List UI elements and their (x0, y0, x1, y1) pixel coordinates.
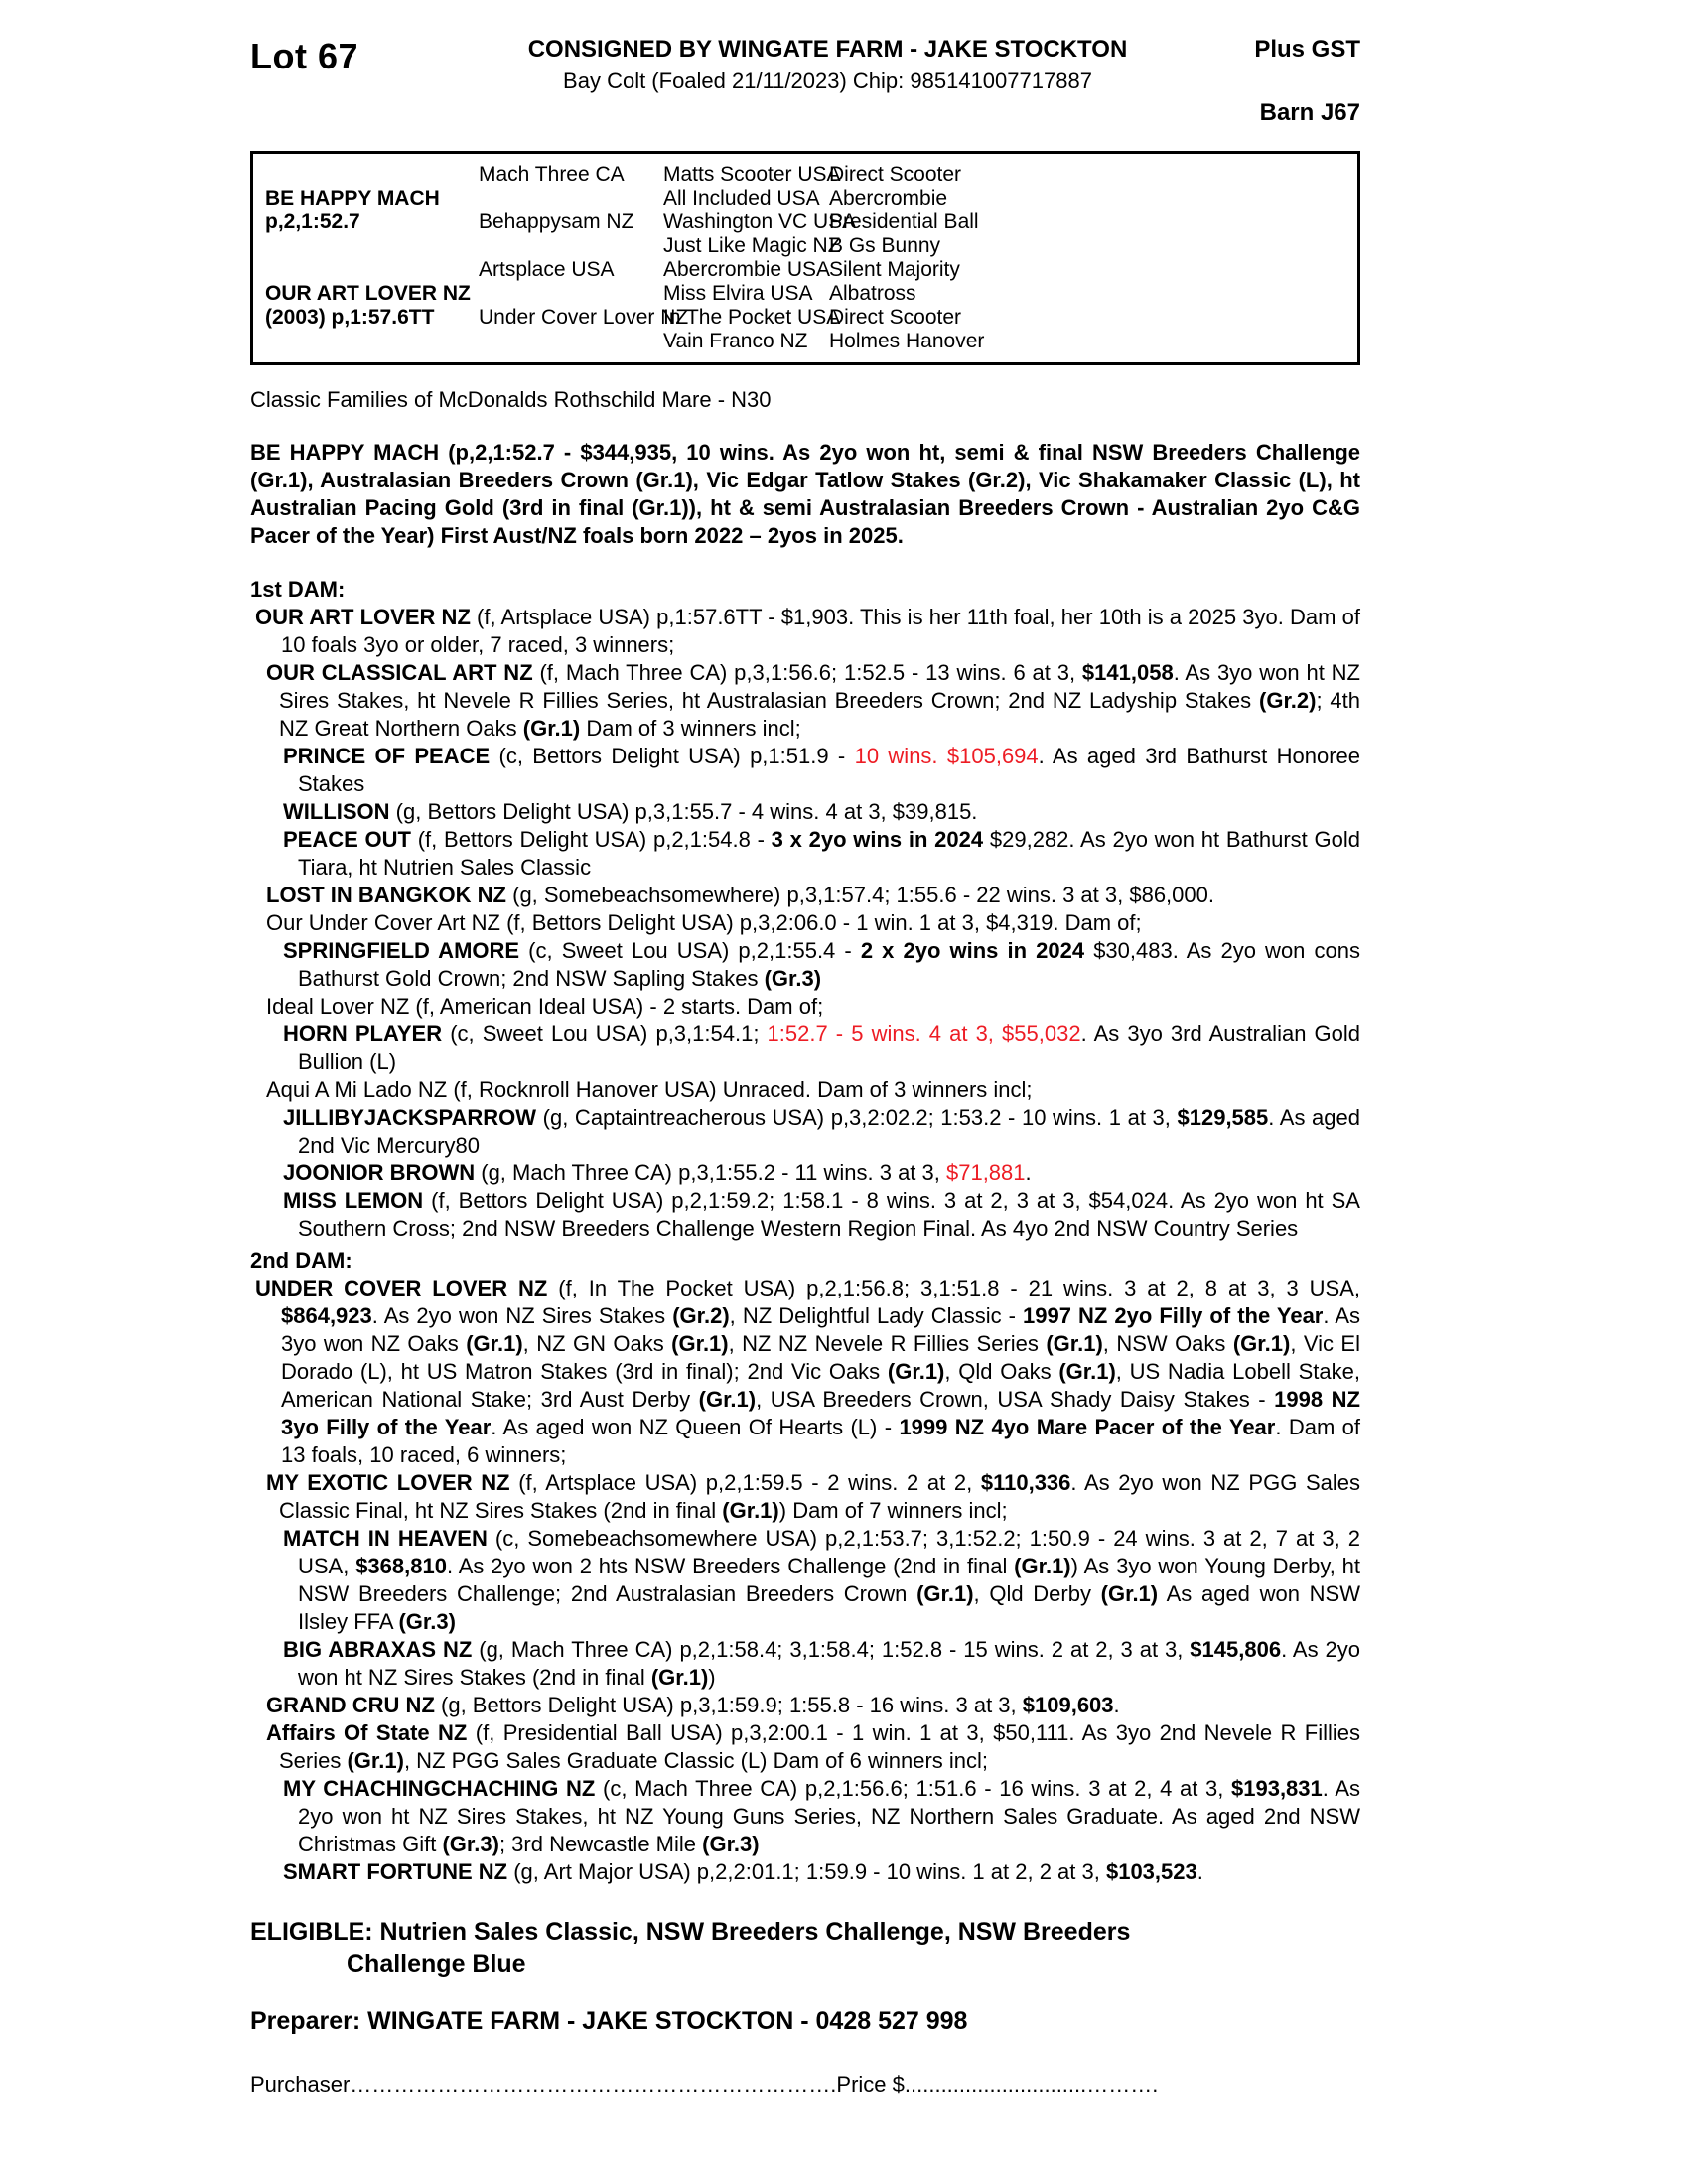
text-segment: ; 4th NZ Great Northern Oaks (279, 688, 1361, 741)
text-segment: BE HAPPY MACH (p,2,1:52.7 - $344,935, 10 wins. As 2yo won ht, semi & final NSW Breeders Challenge (Gr.1), Australasian Breeders Crown (Gr.1), Vic Edgar Tatlow Stakes (Gr.2), Vic Shakamaker Classic (L), ht Australian Pacing Gold (3rd in final (Gr.1)), ht & semi Australasian Breeders Crown - Australian 2yo C&G Pacer of the Year) First Aust/NZ foals born 2022 – 2yos in 2025. (250, 440, 1360, 548)
pedigree-gen3-cell: All Included USA (663, 187, 820, 209)
pedigree-gen3-cell: In The Pocket USA (663, 306, 841, 329)
text-segment: . As 2yo won NZ PGG Sales Classic Final, ht NZ Sires Stakes (2nd in final (279, 1470, 1360, 1523)
pedigree-entry (250, 1160, 1360, 1187)
pedigree-gen4-cell: Silent Majority (829, 258, 960, 281)
text-segment: (f, Bettors Delight USA) p,2,1:59.2; 1:58.1 - 8 wins. 3 at 2, 3 at 3, $54,024. As 2yo won ht SA Southern Cross; 2nd NSW Breeders Challenge Western Region Final. As 4yo 2nd NSW Country Series (298, 1188, 1360, 1241)
pedigree-entry (250, 1775, 1360, 1858)
pedigree-entry (250, 1076, 1360, 1104)
pedigree-gen4-cell: Albatross (829, 282, 916, 305)
pedigree-entry (250, 1275, 1360, 1469)
lot-number: Lot 67 (250, 36, 359, 76)
pedigree-gen4-cell: Direct Scooter (829, 306, 962, 329)
pedigree-entry (250, 1525, 1360, 1636)
text-segment: (Gr.1) (916, 1581, 974, 1606)
text-segment: PEACE OUT (283, 827, 411, 852)
pedigree-table (250, 151, 1360, 365)
text-segment: (c, Somebeachsomewhere USA) p,2,1:53.7; 3,1:52.2; 1:50.9 - 24 wins. 3 at 2, 7 at 3, 2 USA, (298, 1526, 1360, 1578)
catalog-page (250, 36, 1360, 2098)
pedigree-entry (250, 993, 1360, 1021)
text-segment: $71,881 (945, 1160, 1026, 1185)
text-segment: (Gr.2) (672, 1303, 730, 1328)
pedigree-gen3-cell: Vain Franco NZ (663, 330, 808, 352)
pedigree-entry (250, 1719, 1360, 1775)
text-segment: (f, In The Pocket USA) p,2,1:56.8; 3,1:51.8 - 21 wins. 3 at 2, 8 at 3, 3 USA, (547, 1276, 1360, 1300)
text-segment: (c, Bettors Delight USA) p,1:51.9 - (490, 744, 855, 768)
pedigree-gen4-cell: B Gs Bunny (829, 234, 941, 257)
pedigree-gen2-cell: Artsplace USA (479, 258, 615, 281)
text-segment: , NZ PGG Sales Graduate Classic (L) Dam of 6 winners incl; (403, 1748, 989, 1773)
purchaser-leader-dots: …………………………………………………………. (350, 2072, 837, 2097)
text-segment: MY EXOTIC LOVER NZ (266, 1470, 510, 1495)
text-segment: HORN PLAYER (283, 1022, 443, 1046)
text-segment: (Gr.1) (1014, 1554, 1071, 1578)
pedigree-entry (250, 1104, 1360, 1160)
pedigree-gen4-cell: Abercrombie (829, 187, 948, 209)
text-segment: (Gr.3) (764, 966, 822, 991)
pedigree-entry (250, 1858, 1360, 1886)
text-segment: OUR ART LOVER NZ (255, 605, 471, 629)
text-segment: MATCH IN HEAVEN (283, 1526, 488, 1551)
text-segment: (g, Mach Three CA) p,2,1:58.4; 3,1:58.4; 1:52.8 - 15 wins. 2 at 2, 3 at 3, (472, 1637, 1191, 1662)
pedigree-entry (250, 604, 1360, 659)
text-segment: (g, Art Major USA) p,2,2:01.1; 1:59.9 - 10 wins. 1 at 2, 2 at 3, (507, 1859, 1106, 1884)
text-segment: (f, Artsplace USA) p,2,1:59.5 - 2 wins. 2 at 2, (509, 1470, 981, 1495)
eligibility-line-2: Challenge Blue (347, 1950, 526, 1978)
text-segment: (Gr.1) (722, 1498, 779, 1523)
text-segment: , Qld Derby (973, 1581, 1101, 1606)
page-header (250, 36, 1360, 127)
text-segment: (Gr.1) (347, 1748, 404, 1773)
text-segment: Ideal Lover NZ (f, American Ideal USA) - 2 starts. Dam of; (266, 994, 824, 1019)
text-segment: $145,806 (1190, 1637, 1282, 1662)
text-segment: JOONIOR BROWN (283, 1160, 476, 1185)
dam-record: (2003) p,1:57.6TT (265, 306, 435, 329)
pedigree-entry (250, 1187, 1360, 1243)
pedigree-gen4-cell: Direct Scooter (829, 163, 962, 186)
text-segment: $193,831 (1231, 1776, 1323, 1801)
text-segment: . As 2yo won ht NZ Sires Stakes (2nd in final (298, 1637, 1360, 1690)
text-segment: OUR CLASSICAL ART NZ (266, 660, 533, 685)
text-segment: Dam of 3 winners incl; (580, 716, 801, 741)
text-segment: $103,523 (1105, 1859, 1197, 1884)
pedigree-gen2-cell: Behappysam NZ (479, 210, 634, 233)
text-segment: . As 2yo won ht NZ Sires Stakes, ht NZ Young Guns Series, NZ Northern Sales Graduate. As aged 2nd NSW Christmas Gift (298, 1776, 1360, 1856)
text-segment: (f, Mach Three CA) p,3,1:56.6; 1:52.5 - 13 wins. 6 at 3, (532, 660, 1082, 685)
text-segment: . As 3yo won NZ Oaks (281, 1303, 1360, 1356)
text-segment: (Gr.1) (466, 1331, 523, 1356)
text-segment: , NZ GN Oaks (522, 1331, 672, 1356)
text-segment: BIG ABRAXAS NZ (283, 1637, 473, 1662)
text-segment: (f, Bettors Delight USA) p,2,1:54.8 - (410, 827, 772, 852)
text-segment: (Gr.1) (1232, 1331, 1291, 1356)
text-segment: 2 x 2yo wins in 2024 (860, 938, 1085, 963)
pedigree-gen2-cell: Mach Three CA (479, 163, 625, 186)
text-segment: (Gr.2) (1259, 688, 1317, 713)
text-segment: ) Dam of 7 winners incl; (778, 1498, 1008, 1523)
text-segment: $141,058 (1081, 660, 1174, 685)
text-segment: Aqui A Mi Lado NZ (f, Rocknroll Hanover USA) Unraced. Dam of 3 winners incl; (266, 1077, 1033, 1102)
pedigree-entry (250, 1692, 1360, 1719)
text-segment: . As 2yo won NZ Sires Stakes (371, 1303, 673, 1328)
text-segment: . As aged won NZ Queen Of Hearts (L) - (491, 1415, 900, 1439)
pedigree-gen3-cell: Matts Scooter USA (663, 163, 841, 186)
text-segment: (Gr.1) (671, 1331, 729, 1356)
text-segment: ) (708, 1665, 716, 1690)
sire-record: p,2,1:52.7 (265, 210, 360, 233)
text-segment: SMART FORTUNE NZ (283, 1859, 508, 1884)
pedigree-entry (250, 659, 1360, 743)
text-segment: (c, Sweet Lou USA) p,3,1:54.1; (442, 1022, 768, 1046)
price-leader-dots: ..............................………. (904, 2072, 1159, 2097)
text-segment: WILLISON (283, 799, 390, 824)
header-center (464, 36, 1192, 94)
text-segment: ; 3rd Newcastle Mile (498, 1832, 703, 1856)
text-segment: . As aged 3rd Bathurst Honoree Stakes (298, 744, 1361, 796)
purchaser-line (250, 2072, 1360, 2098)
text-segment: , USA Breeders Crown, USA Shady Daisy Stakes - (756, 1387, 1275, 1412)
text-segment: , NZ NZ Nevele R Fillies Series (728, 1331, 1047, 1356)
text-segment: (Gr.3) (442, 1832, 499, 1856)
text-segment: (f, Presidential Ball USA) p,3,2:00.1 - 1 win. 1 at 3, $50,111. As 3yo 2nd Nevele R Fillies Series (279, 1720, 1360, 1773)
text-segment: (Gr.3) (398, 1609, 456, 1634)
text-segment: . As 2yo won 2 hts NSW Breeders Challenge (2nd in final (446, 1554, 1015, 1578)
text-segment: MISS LEMON (283, 1188, 424, 1213)
text-segment: JILLIBYJACKSPARROW (283, 1105, 537, 1130)
pedigree-entry (250, 1021, 1360, 1076)
pedigree-entry (250, 1469, 1360, 1525)
first-dam-entries (250, 604, 1360, 1243)
second-dam-entries (250, 1275, 1360, 1886)
text-segment: 1:52.7 - 5 wins. 4 at 3, $55,032 (767, 1022, 1081, 1046)
text-segment: ) As 3yo won Young Derby, ht NSW Breeders Challenge; 2nd Australasian Breeders Crown (298, 1554, 1360, 1606)
pedigree-gen3-cell: Miss Elvira USA (663, 282, 813, 305)
pedigree-gen3-cell: Washington VC USA (663, 210, 857, 233)
text-segment: (g, Somebeachsomewhere) p,3,1:57.4; 1:55.6 - 22 wins. 3 at 3, $86,000. (506, 883, 1214, 907)
text-segment: . Dam of 13 foals, 10 raced, 6 winners; (281, 1415, 1361, 1467)
header-right (1192, 36, 1360, 127)
eligibility-note (250, 1916, 1360, 1979)
text-segment: (Gr.1) (1046, 1331, 1103, 1356)
text-segment: Our Under Cover Art NZ (f, Bettors Delight USA) p,3,2:06.0 - 1 win. 1 at 3, $4,319. Dam of; (266, 910, 1142, 935)
pedigree-entry (250, 909, 1360, 937)
purchaser-label: Purchaser (250, 2072, 351, 2097)
preparer-line: Preparer: WINGATE FARM - JAKE STOCKTON - 0428 527 998 (250, 2007, 968, 2035)
text-segment: , NSW Oaks (1102, 1331, 1233, 1356)
text-segment: $109,603 (1022, 1693, 1114, 1717)
sire-performance-note (250, 439, 1360, 550)
text-segment: , US Nadia Lobell Stake, American National Stake; 3rd Aust Derby (281, 1359, 1360, 1412)
plus-gst-label: Plus GST (1254, 36, 1360, 63)
sire-name: BE HAPPY MACH (265, 187, 440, 209)
text-segment: . As aged 2nd Vic Mercury80 (298, 1105, 1360, 1158)
pedigree-gen2-cell: Under Cover Lover NZ (479, 306, 689, 329)
text-segment: PRINCE OF PEACE (283, 744, 491, 768)
pedigree-gen4-cell: Presidential Ball (829, 210, 979, 233)
text-segment: (c, Sweet Lou USA) p,2,1:55.4 - (519, 938, 861, 963)
pedigree-entry (250, 798, 1360, 826)
text-segment: Affairs Of State NZ (266, 1720, 468, 1745)
text-segment: (g, Captaintreacherous USA) p,3,2:02.2; 1:53.2 - 10 wins. 1 at 3, (536, 1105, 1178, 1130)
text-segment: As aged won NSW Ilsley FFA (298, 1581, 1360, 1634)
text-segment: , Vic El Dorado (L), ht US Matron Stakes (3rd in final); 2nd Vic Oaks (281, 1331, 1360, 1384)
pedigree-entry (250, 826, 1360, 882)
text-segment: LOST IN BANGKOK NZ (266, 883, 506, 907)
text-segment: $110,336 (980, 1470, 1071, 1495)
first-dam-heading: 1st DAM: (250, 577, 346, 602)
text-segment: $864,923 (281, 1303, 372, 1328)
pedigree-gen3-cell: Just Like Magic NZ (663, 234, 841, 257)
text-segment: 1998 NZ 3yo Filly of the Year (281, 1387, 1360, 1439)
foal-description: Bay Colt (Foaled 21/11/2023) Chip: 985141007717887 (563, 68, 1092, 93)
dam-name: OUR ART LOVER NZ (265, 282, 471, 305)
text-segment: UNDER COVER LOVER NZ (255, 1276, 548, 1300)
pedigree-gen4-cell: Holmes Hanover (829, 330, 985, 352)
text-segment: (Gr.1) (650, 1665, 709, 1690)
text-segment: $30,483. As 2yo won cons Bathurst Gold Crown; 2nd NSW Sapling Stakes (298, 938, 1360, 991)
text-segment: 3 x 2yo wins in 2024 (771, 827, 984, 852)
text-segment: MY CHACHINGCHACHING NZ (283, 1776, 596, 1801)
consignor-line: CONSIGNED BY WINGATE FARM - JAKE STOCKTON (527, 36, 1128, 63)
text-segment: . (1025, 1160, 1032, 1185)
pedigree-entry (250, 937, 1360, 993)
text-segment: . As 3yo won ht NZ Sires Stakes, ht Nevele R Fillies Series, ht Australasian Breeders Crown; 2nd NZ Ladyship Stakes (279, 660, 1360, 713)
text-segment: GRAND CRU NZ (266, 1693, 435, 1717)
eligibility-line-1: ELIGIBLE: Nutrien Sales Classic, NSW Breeders Challenge, NSW Breeders (250, 1918, 1131, 1946)
pedigree-entry (250, 743, 1360, 798)
text-segment: (Gr.1) (1058, 1359, 1116, 1384)
text-segment: . (1196, 1859, 1203, 1884)
text-segment: . (1113, 1693, 1120, 1717)
barn-label: Barn J67 (1259, 99, 1360, 126)
pedigree-gen3-cell: Abercrombie USA (663, 258, 831, 281)
text-segment: (f, Artsplace USA) p,1:57.6TT - $1,903. This is her 11th foal, her 10th is a 2025 3yo. Dam of 10 foals 3yo or older, 7 raced, 3 winners; (281, 605, 1360, 657)
classic-families-note: Classic Families of McDonalds Rothschild Mare - N30 (250, 387, 772, 412)
text-segment: (Gr.1) (887, 1359, 945, 1384)
text-segment: 1997 NZ 2yo Filly of the Year (1023, 1303, 1324, 1328)
text-segment: $29,282. As 2yo won ht Bathurst Gold Tiara, ht Nutrien Sales Classic (298, 827, 1360, 880)
text-segment: (Gr.3) (702, 1832, 760, 1856)
text-segment: . As 3yo 3rd Australian Gold Bullion (L) (298, 1022, 1360, 1074)
text-segment: (Gr.1) (1100, 1581, 1159, 1606)
text-segment: (g, Bettors Delight USA) p,3,1:55.7 - 4 wins. 4 at 3, $39,815. (389, 799, 978, 824)
price-label: Price $ (836, 2072, 905, 2097)
pedigree-entry (250, 1636, 1360, 1692)
text-segment: $129,585 (1177, 1105, 1269, 1130)
pedigree-entry (250, 882, 1360, 909)
text-segment: $368,810 (355, 1554, 447, 1578)
second-dam-heading: 2nd DAM: (250, 1248, 352, 1273)
text-segment: (g, Mach Three CA) p,3,1:55.2 - 11 wins. 3 at 3, (475, 1160, 946, 1185)
text-segment: (Gr.1) (698, 1387, 757, 1412)
text-segment: SPRINGFIELD AMORE (283, 938, 520, 963)
text-segment: , NZ Delightful Lady Classic - (729, 1303, 1024, 1328)
text-segment: 10 wins. $105,694 (854, 744, 1039, 768)
text-segment: 1999 NZ 4yo Mare Pacer of the Year (899, 1415, 1276, 1439)
text-segment: (c, Mach Three CA) p,2,1:56.6; 1:51.6 - 16 wins. 3 at 2, 4 at 3, (595, 1776, 1231, 1801)
text-segment: , Qld Oaks (944, 1359, 1059, 1384)
text-segment: (g, Bettors Delight USA) p,3,1:59.9; 1:55.8 - 16 wins. 3 at 3, (434, 1693, 1023, 1717)
text-segment: (Gr.1) (522, 716, 581, 741)
